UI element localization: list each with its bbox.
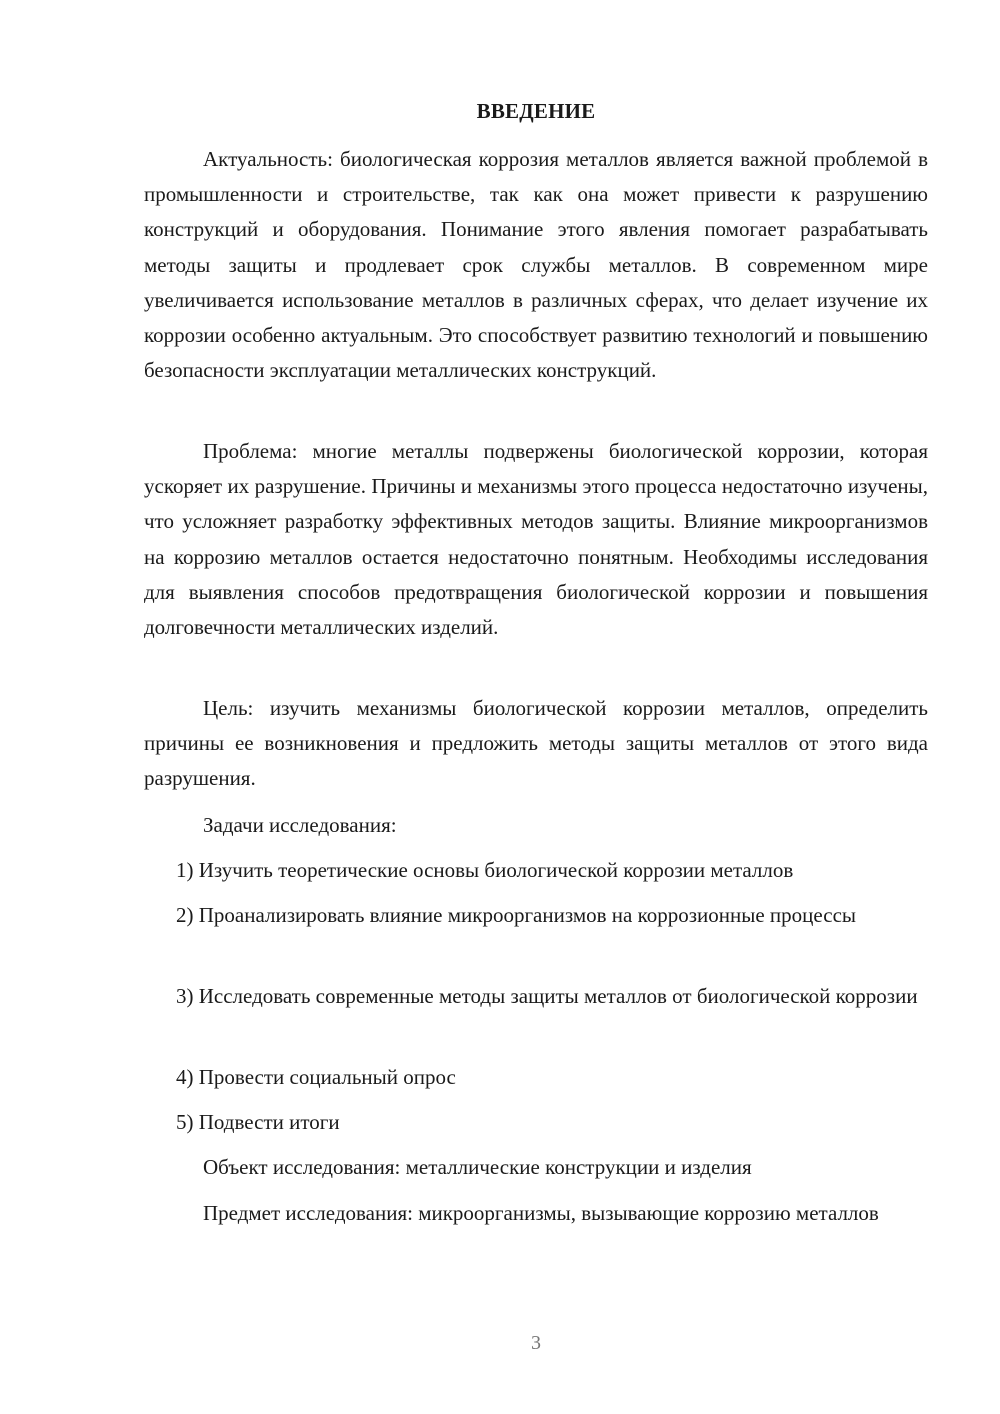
task-item-2: 2) Проанализировать влияние микроорганизмов на коррозионные процессы (176, 903, 857, 927)
task-item-3: 3) Исследовать современные методы защиты металлов от биологической коррозии (176, 984, 918, 1008)
problem-paragraph: Проблема: многие металлы подвержены биологической коррозии, которая ускоряет их разрушение. Причины и механизмы этого процесса недостаточно изучены, что усложняет разработку эффективных методов защиты. Влияние микроорганизмов на коррозию металлов остается недостаточно понятным. Необходимы исследования для выявления способов предотвращения биологической коррозии и повышения долговечности металлических изделий. (144, 439, 928, 640)
task-item-4: 4) Провести социальный опрос (176, 1065, 456, 1089)
goal-paragraph: Цель: изучить механизмы биологической коррозии металлов, определить причины ее возникновения и предложить методы защиты металлов от этого вида разрушения. (144, 696, 928, 791)
tasks-heading: Задачи исследования: (203, 813, 397, 837)
task-item-1: 1) Изучить теоретические основы биологической коррозии металлов (176, 858, 794, 882)
research-object: Объект исследования: металлические конструкции и изделия (203, 1155, 752, 1179)
task-item-5: 5) Подвести итоги (176, 1110, 340, 1134)
page-number: 3 (531, 1332, 541, 1354)
section-heading: ВВЕДЕНИЕ (476, 99, 596, 123)
relevance-paragraph: Актуальность: биологическая коррозия металлов является важной проблемой в промышленности и строительстве, так как она может привести к разрушению конструкций и оборудования. Понимание этого явления помогает разрабатывать методы защиты и продлевает срок службы металлов. В современном мире увеличивается использование металлов в различных сферах, что делает изучение их коррозии особенно актуальным. Это способствует развитию технологий и повышению безопасности эксплуатации металлических конструкций. (144, 147, 928, 383)
research-subject: Предмет исследования: микроорганизмы, вызывающие коррозию металлов (203, 1201, 879, 1225)
